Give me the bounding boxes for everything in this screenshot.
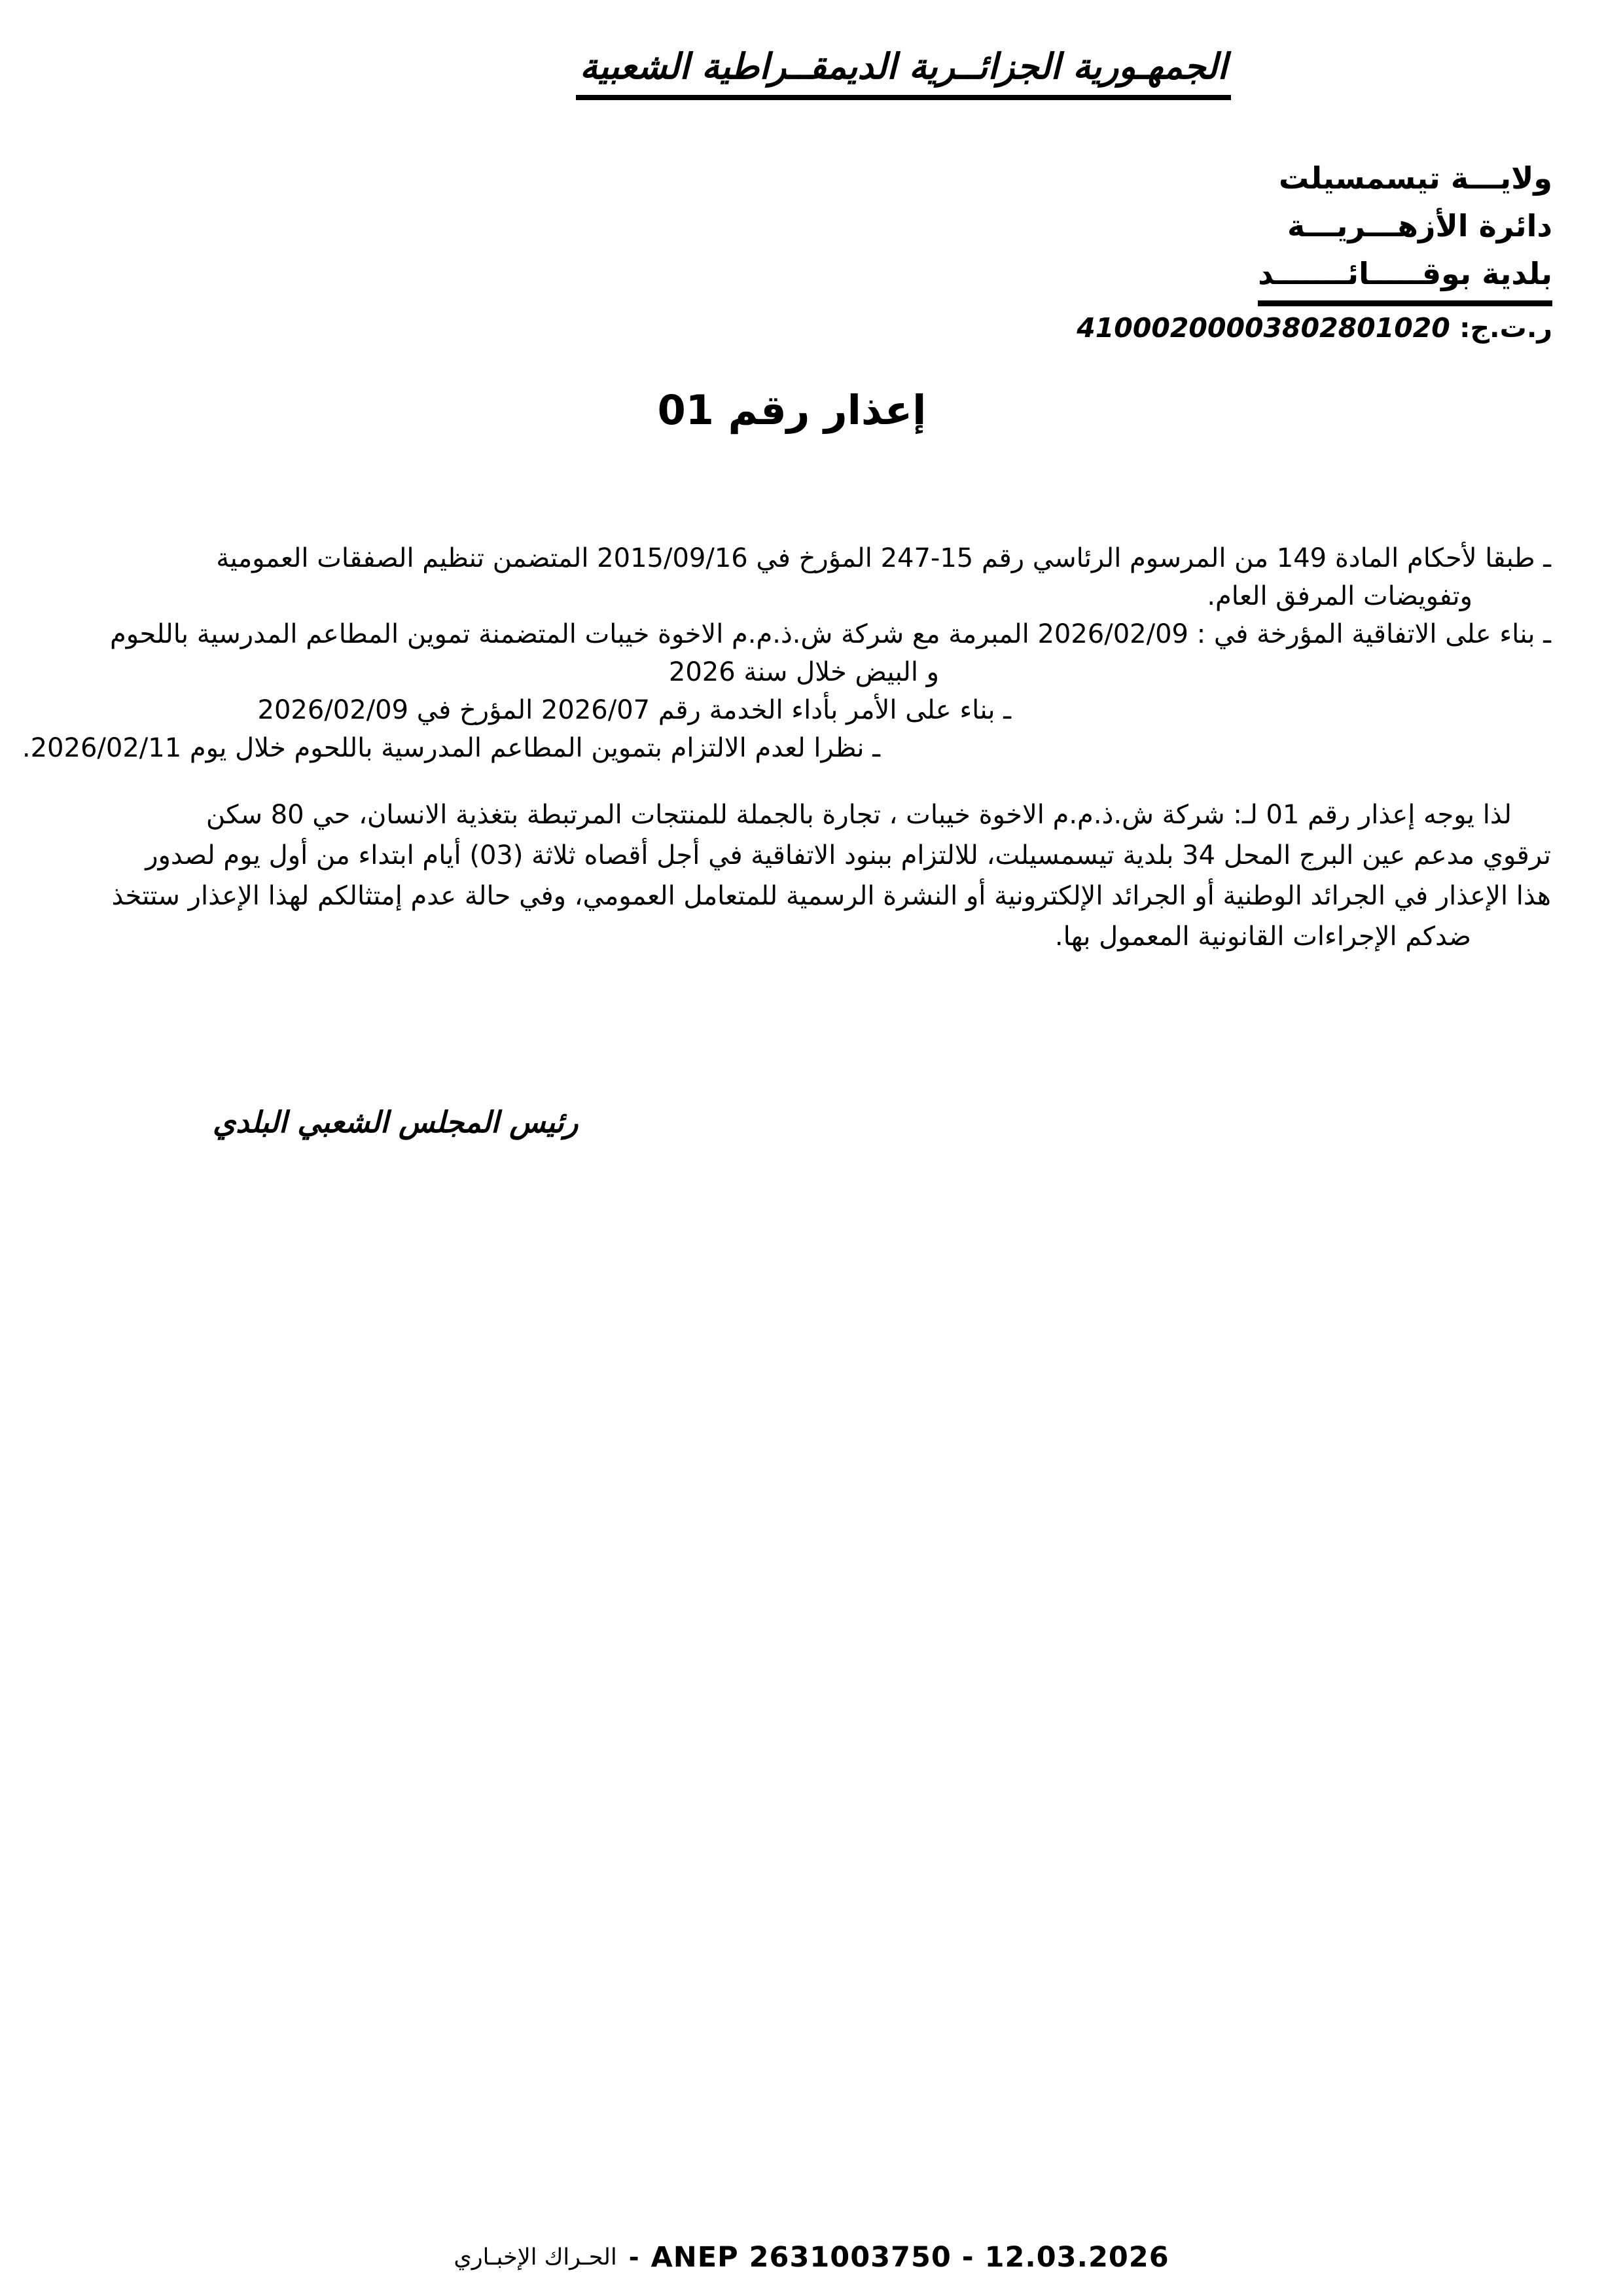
preamble-section [22, 539, 1551, 767]
footer [0, 2241, 1623, 2274]
signature-title: رئيس المجلس الشعبي البلدي [213, 1105, 579, 1139]
footer-separator: - [628, 2243, 639, 2272]
body-line-4: ضدكم الإجراءات القانونية المعمول بها. [1054, 922, 1471, 952]
body-line-2: ترقوي مدعم عين البرج المحل 34 بلدية تيسمسيلت، للالتزام ببنود الاتفاقية في أجل أقصاه ثلاثة (03) أيام ابتداء من أول يوم لصدور [145, 840, 1551, 870]
daira-line: دائرة الأزهـــريـــة [1287, 208, 1552, 243]
registry-label: ر.ت.ج: [1459, 312, 1552, 344]
registry-line [1077, 306, 1552, 350]
preamble-line-agreement-cont: و البيض خلال سنة 2026 [668, 657, 939, 687]
notice-body [26, 795, 1551, 957]
preamble-line-noncompliance: ـ نظرا لعدم الالتزام بتموين المطاعم المدرسية باللحوم خلال يوم 2026/02/11. [22, 733, 880, 763]
document-header: الجمهـورية الجزائــرية الديمقــراطية الشعبية [576, 46, 1231, 100]
authority-block [1077, 154, 1552, 350]
preamble-line-service-order: ـ بناء على الأمر بأداء الخدمة رقم 2026/07 المؤرخ في 2026/02/09 [257, 695, 1011, 725]
preamble-line-decree-cont: وتفويضات المرفق العام. [1207, 581, 1472, 611]
preamble-line-decree: ـ طبقا لأحكام المادة 149 من المرسوم الرئاسي رقم 15-247 المؤرخ في 2015/09/16 المتضمن تنظيم الصفقات العمومية [216, 543, 1551, 573]
body-line-1: لذا يوجه إعذار رقم 01 لـ: شركة ش.ذ.م.م الاخوة خيبات ، تجارة بالجملة للمنتجات المرتبطة بتغذية الانسان، حي 80 سكن [205, 800, 1512, 830]
notice-title: إعذار رقم 01 [657, 386, 927, 434]
wilaya-line: ولايـــة تيسمسيلت [1279, 160, 1552, 196]
preamble-line-agreement: ـ بناء على الاتفاقية المؤرخة في : 2026/02/09 المبرمة مع شركة ش.ذ.م.م الاخوة خيبات المتضمنة تموين المطاعم المدرسية باللحوم [110, 619, 1551, 649]
anep-reference: ANEP 2631003750 - 12.03.2026 [651, 2241, 1169, 2274]
registry-number: 41000200003802801020 [1077, 312, 1450, 344]
commune-name: بلدية بوقـــــائـــــــد [1258, 250, 1552, 306]
body-line-3: هذا الإعذار في الجرائد الوطنية أو الجرائد الإلكترونية أو النشرة الرسمية للمتعامل العمومي، وفي حالة عدم إمتثالكم لهذا الإعذار ستتخذ [111, 881, 1551, 911]
agency-name: الحـراك الإخبـاري [454, 2244, 617, 2270]
commune-line [1077, 250, 1552, 306]
